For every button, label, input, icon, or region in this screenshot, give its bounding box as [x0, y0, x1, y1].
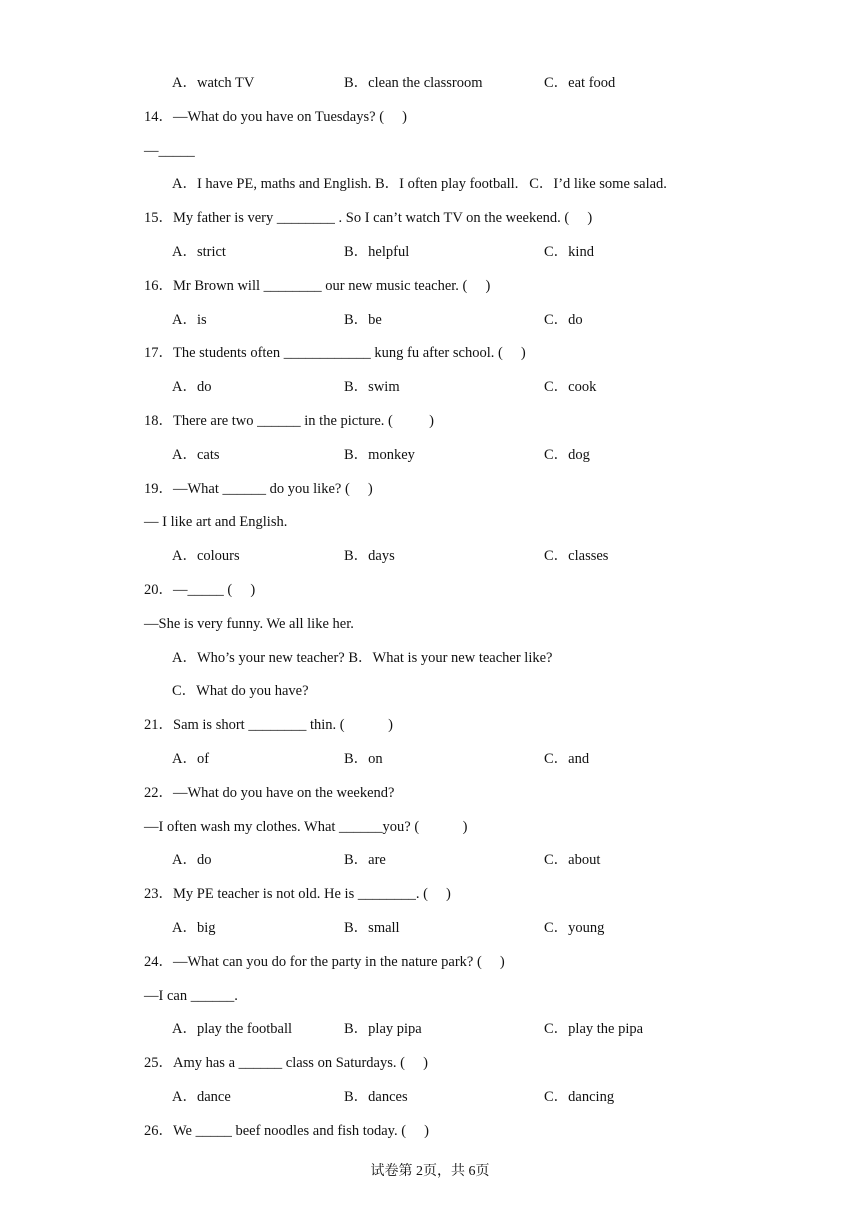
q25-text: 25．Amy has a ______ class on Saturdays. ( ) [144, 1055, 428, 1071]
option-c: C．about [544, 852, 601, 868]
option-c: C．play the pipa [544, 1021, 644, 1037]
q15-text: 15．My father is very ________ . So I can’t watch TV on the weekend. ( ) [144, 210, 593, 226]
option-b: B．on [344, 751, 383, 767]
option-c: C．cook [544, 379, 597, 395]
option-a: A．dance [172, 1089, 231, 1105]
option-a: A．colours [172, 548, 240, 564]
q19-reply-text: — I like art and English. [144, 514, 288, 530]
q20-text: 20．—_____ ( ) [144, 582, 256, 598]
q23-text: 23．My PE teacher is not old. He is ________. ( ) [144, 886, 451, 902]
option-b: B．days [344, 548, 395, 564]
option-b: B．helpful [344, 244, 410, 260]
q24-reply-text: —I can ______. [144, 988, 238, 1004]
option-b: B．small [344, 920, 400, 936]
option-c: C．dancing [544, 1089, 615, 1105]
option-c: C．classes [544, 548, 609, 564]
q16-text: 16．Mr Brown will ________ our new music teacher. ( ) [144, 278, 491, 294]
option-b: B．swim [344, 379, 400, 395]
q20-opts-c-text: C．What do you have? [172, 683, 309, 699]
option-a: A．watch TV [172, 75, 255, 91]
q14-opts-text: A．I have PE, maths and English. B．I often play football. C．I’d like some salad. [172, 176, 667, 192]
option-b: B．dances [344, 1089, 408, 1105]
q18-text: 18．There are two ______ in the picture. ( ) [144, 413, 434, 429]
q20-reply-text: —She is very funny. We all like her. [144, 616, 354, 632]
option-c: C．do [544, 312, 583, 328]
q14-blank-text: —_____ [144, 143, 195, 159]
q19-text: 19．—What ______ do you like? ( ) [144, 481, 373, 497]
option-a: A．big [172, 920, 216, 936]
q22-reply-text: —I often wash my clothes. What ______you? ( ) [144, 819, 468, 835]
page-footer: 试卷第 2页，共 6页 [370, 1164, 490, 1179]
option-b: B．play pipa [344, 1021, 422, 1037]
q20-opts-a-text: A．Who’s your new teacher? B．What is your new teacher like? [172, 650, 553, 666]
option-c: C．dog [544, 447, 590, 463]
option-b: B．are [344, 852, 386, 868]
option-a: A．play the football [172, 1021, 293, 1037]
q21-text: 21．Sam is short ________ thin. ( ) [144, 717, 393, 733]
q26-text: 26．We _____ beef noodles and fish today. ( ) [144, 1123, 430, 1139]
option-b: B．clean the classroom [344, 75, 483, 91]
option-c: C．and [544, 751, 590, 767]
option-a: A．strict [172, 244, 226, 260]
q24-text: 24．—What can you do for the party in the nature park? ( ) [144, 954, 505, 970]
option-b: B．be [344, 312, 382, 328]
q22-text: 22．—What do you have on the weekend? [144, 785, 395, 801]
option-c: C．young [544, 920, 605, 936]
option-a: A．of [172, 751, 210, 767]
option-c: C．kind [544, 244, 594, 260]
option-a: A．do [172, 379, 212, 395]
q17-text: 17．The students often ____________ kung fu after school. ( ) [144, 345, 526, 361]
option-a: A．do [172, 852, 212, 868]
option-c: C．eat food [544, 75, 616, 91]
q14-text: 14．—What do you have on Tuesdays? ( ) [144, 109, 407, 125]
option-a: A．cats [172, 447, 220, 463]
option-a: A．is [172, 312, 207, 328]
option-b: B．monkey [344, 447, 415, 463]
